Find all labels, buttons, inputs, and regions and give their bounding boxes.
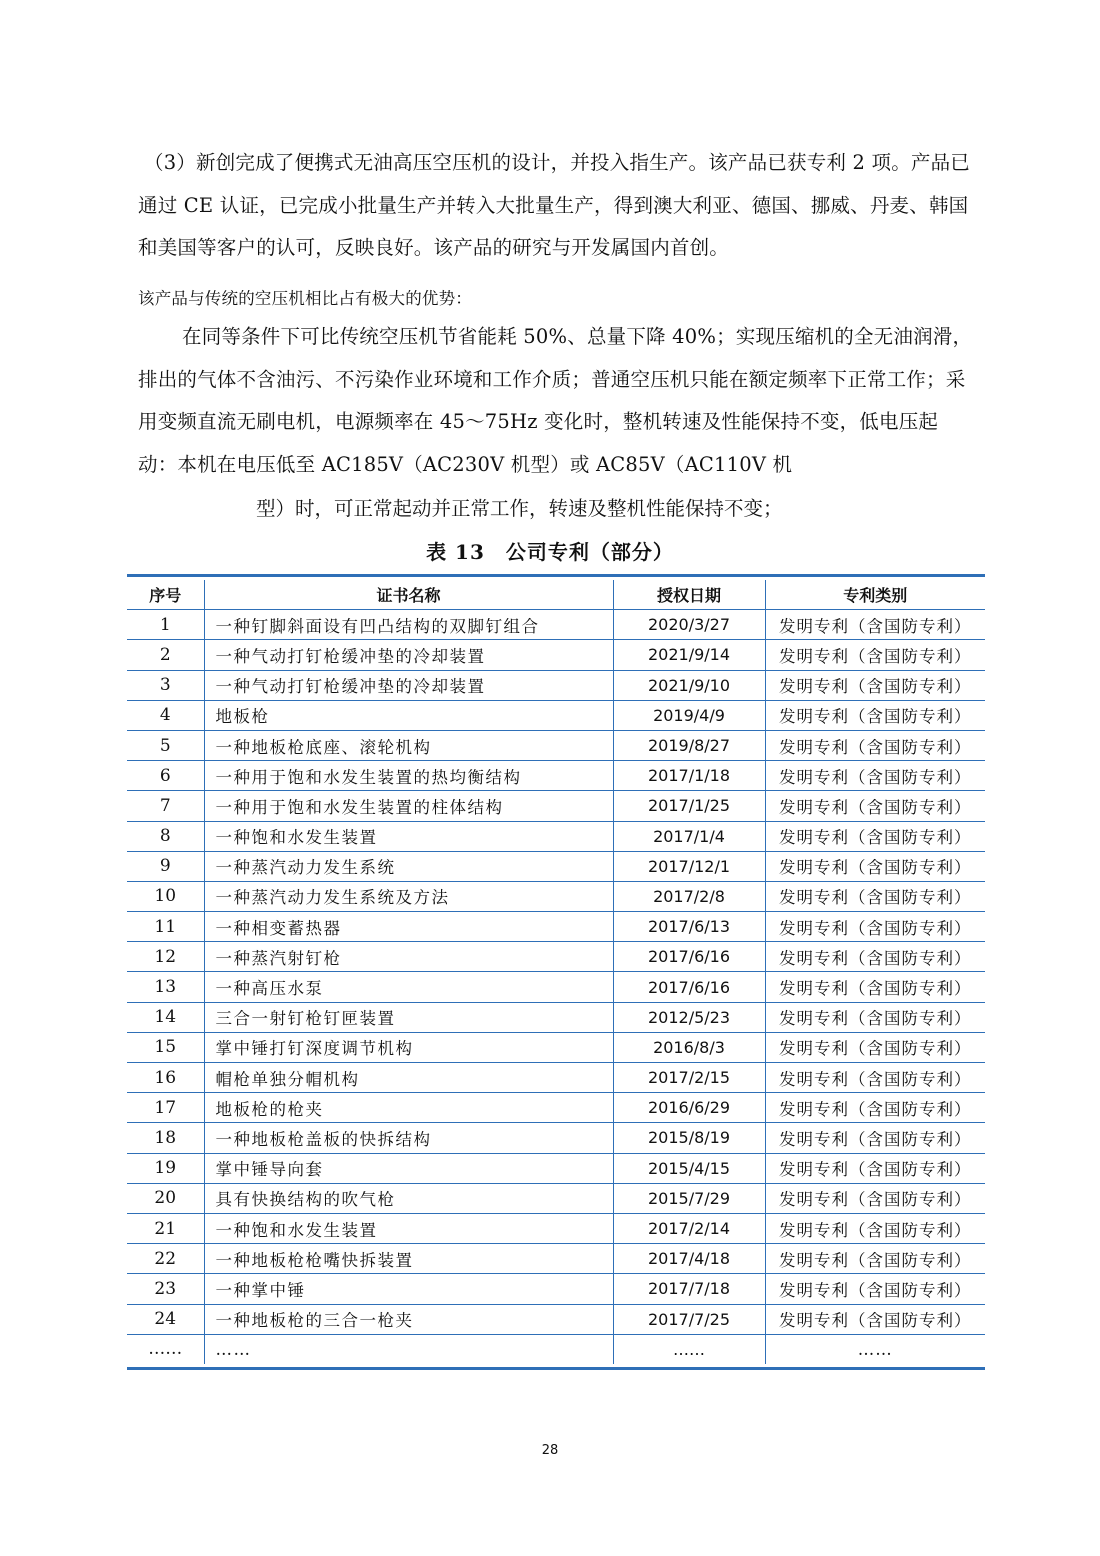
table-row <box>127 1123 985 1153</box>
cell-grant-date: 2015/4/15 <box>613 1153 765 1183</box>
cell-patent-type: 发明专利（含国防专利） <box>765 1183 985 1213</box>
cell-serial-number: 4 <box>127 700 204 730</box>
table-row <box>127 761 985 791</box>
table-row <box>127 1334 985 1364</box>
cell-patent-type: 发明专利（含国防专利） <box>765 1213 985 1243</box>
cell-patent-type: 发明专利（含国防专利） <box>765 791 985 821</box>
cell-patent-type: 发明专利（含国防专利） <box>765 730 985 760</box>
cell-grant-date: 2017/6/16 <box>613 942 765 972</box>
cell-serial-number: 23 <box>127 1274 204 1304</box>
cell-certificate-name: 一种蒸汽动力发生系统及方法 <box>204 881 613 911</box>
cell-certificate-name: 一种蒸汽动力发生系统 <box>204 851 613 881</box>
cell-certificate-name: 一种蒸汽射钉枪 <box>204 942 613 972</box>
cell-patent-type: 发明专利（含国防专利） <box>765 610 985 640</box>
cell-certificate-name: 一种掌中锤 <box>204 1274 613 1304</box>
cell-grant-date: 2021/9/10 <box>613 670 765 700</box>
cell-serial-number: 24 <box>127 1304 204 1334</box>
cell-patent-type: 发明专利（含国防专利） <box>765 821 985 851</box>
cell-serial-number: 8 <box>127 821 204 851</box>
table-row <box>127 730 985 760</box>
cell-grant-date: 2017/1/4 <box>613 821 765 851</box>
cell-serial-number: …… <box>127 1334 204 1364</box>
body-paragraph-product-3: （3）新创完成了便携式无油高压空压机的设计，并投入指生产。该产品已获专利 2 项。产品已通过 CE 认证，已完成小批量生产并转入大批量生产，得到澳大利亚、德国、挪威、丹麦、韩国和美国等客户的认可，反映良好。该产品的研究与开发属国内首创。 <box>138 151 971 259</box>
table-row <box>127 1274 985 1304</box>
table-row <box>127 700 985 730</box>
cell-grant-date: 2020/3/27 <box>613 610 765 640</box>
cell-serial-number: 19 <box>127 1153 204 1183</box>
cell-serial-number: 13 <box>127 972 204 1002</box>
cell-patent-type: 发明专利（含国防专利） <box>765 1123 985 1153</box>
table-header-row <box>127 580 985 610</box>
patent-table <box>127 580 985 1364</box>
cell-grant-date: 2015/8/19 <box>613 1123 765 1153</box>
cell-grant-date: 2019/4/9 <box>613 700 765 730</box>
cell-serial-number: 7 <box>127 791 204 821</box>
cell-serial-number: 5 <box>127 730 204 760</box>
header-serial-number: 序号 <box>127 580 204 610</box>
table-row <box>127 1063 985 1093</box>
cell-grant-date: 2017/2/15 <box>613 1063 765 1093</box>
cell-grant-date: 2017/2/8 <box>613 881 765 911</box>
cell-serial-number: 14 <box>127 1002 204 1032</box>
cell-patent-type: 发明专利（含国防专利） <box>765 761 985 791</box>
cell-serial-number: 9 <box>127 851 204 881</box>
cell-serial-number: 20 <box>127 1183 204 1213</box>
cell-grant-date: 2017/4/18 <box>613 1244 765 1274</box>
table-row <box>127 1032 985 1062</box>
table-row <box>127 1183 985 1213</box>
cell-certificate-name: 掌中锤导向套 <box>204 1153 613 1183</box>
cell-certificate-name: 三合一射钉枪钉匣装置 <box>204 1002 613 1032</box>
cell-serial-number: 1 <box>127 610 204 640</box>
cell-serial-number: 15 <box>127 1032 204 1062</box>
table-row <box>127 610 985 640</box>
cell-certificate-name: 具有快换结构的吹气枪 <box>204 1183 613 1213</box>
cell-patent-type: 发明专利（含国防专利） <box>765 881 985 911</box>
cell-grant-date: 2017/7/18 <box>613 1274 765 1304</box>
cell-patent-type: 发明专利（含国防专利） <box>765 1244 985 1274</box>
cell-patent-type: 发明专利（含国防专利） <box>765 700 985 730</box>
cell-grant-date: 2015/7/29 <box>613 1183 765 1213</box>
cell-serial-number: 16 <box>127 1063 204 1093</box>
cell-patent-type: 发明专利（含国防专利） <box>765 640 985 670</box>
cell-patent-type: 发明专利（含国防专利） <box>765 1274 985 1304</box>
cell-certificate-name: 一种气动打钉枪缓冲垫的冷却装置 <box>204 640 613 670</box>
cell-serial-number: 6 <box>127 761 204 791</box>
cell-certificate-name: 一种地板枪底座、滚轮机构 <box>204 730 613 760</box>
cell-patent-type: …… <box>857 1339 893 1359</box>
cell-serial-number: 22 <box>127 1244 204 1274</box>
cell-grant-date: 2019/8/27 <box>613 730 765 760</box>
cell-grant-date: 2017/1/25 <box>613 791 765 821</box>
cell-patent-type: 发明专利（含国防专利） <box>765 1093 985 1123</box>
body-paragraph-advantages: 在同等条件下可比传统空压机节省能耗 50%、总量下降 40%；实现压缩机的全无油润滑，排出的气体不含油污、不污染作业环境和工作介质；普通空压机只能在额定频率下正常工作；采用变频直流无刷电机，电源频率在 45～75Hz 变化时，整机转速及性能保持不变，低电压起动：本机在电压低至 AC185V（AC230V 机型）或 AC85V（AC110V 机 <box>138 325 973 476</box>
cell-grant-date: 2016/8/3 <box>613 1032 765 1062</box>
cell-certificate-name: …… <box>204 1334 613 1364</box>
cell-serial-number: 11 <box>127 912 204 942</box>
cell-serial-number: 18 <box>127 1123 204 1153</box>
header-patent-type: 专利类别 <box>765 580 985 610</box>
cell-grant-date: 2017/7/25 <box>613 1304 765 1334</box>
cell-certificate-name: 一种用于饱和水发生装置的柱体结构 <box>204 791 613 821</box>
table-row <box>127 851 985 881</box>
cell-patent-type: 发明专利（含国防专利） <box>765 942 985 972</box>
cell-patent-type: 发明专利（含国防专利） <box>765 1304 985 1334</box>
body-paragraph-advantages-end: 型）时，可正常起动并正常工作，转速及整机性能保持不变； <box>256 497 783 520</box>
cell-serial-number: 2 <box>127 640 204 670</box>
cell-serial-number: 17 <box>127 1093 204 1123</box>
body-paragraph-advantages-intro: 该产品与传统的空压机相比占有极大的优势： <box>138 289 472 308</box>
table-row <box>127 1213 985 1243</box>
table-row <box>127 821 985 851</box>
cell-patent-type: 发明专利（含国防专利） <box>765 851 985 881</box>
cell-serial-number: 3 <box>127 670 204 700</box>
table-row <box>127 912 985 942</box>
table-row <box>127 1093 985 1123</box>
cell-patent-type: 发明专利（含国防专利） <box>765 670 985 700</box>
cell-grant-date: 2017/6/13 <box>613 912 765 942</box>
table-row <box>127 1304 985 1334</box>
header-grant-date: 授权日期 <box>613 580 765 610</box>
cell-patent-type: 发明专利（含国防专利） <box>765 912 985 942</box>
cell-certificate-name: 一种地板枪的三合一枪夹 <box>204 1304 613 1334</box>
cell-certificate-name: 一种相变蓄热器 <box>204 912 613 942</box>
cell-serial-number: 12 <box>127 942 204 972</box>
cell-grant-date: …… <box>613 1334 765 1364</box>
cell-serial-number: 21 <box>127 1213 204 1243</box>
table-row <box>127 972 985 1002</box>
table-body <box>127 610 985 1364</box>
table-row <box>127 942 985 972</box>
cell-certificate-name: 掌中锤打钉深度调节机构 <box>204 1032 613 1062</box>
patent-table-frame <box>127 574 985 1370</box>
cell-certificate-name: 帽枪单独分帽机构 <box>204 1063 613 1093</box>
cell-certificate-name: 一种饱和水发生装置 <box>204 821 613 851</box>
table-row <box>127 1153 985 1183</box>
cell-patent-type: 发明专利（含国防专利） <box>765 972 985 1002</box>
table-row <box>127 1244 985 1274</box>
cell-certificate-name: 地板枪的枪夹 <box>204 1093 613 1123</box>
cell-certificate-name: 一种饱和水发生装置 <box>204 1213 613 1243</box>
table-row <box>127 670 985 700</box>
cell-patent-type: 发明专利（含国防专利） <box>765 1153 985 1183</box>
cell-serial-number: 10 <box>127 881 204 911</box>
cell-grant-date: 2017/2/14 <box>613 1213 765 1243</box>
cell-grant-date: 2017/12/1 <box>613 851 765 881</box>
table-row <box>127 791 985 821</box>
table-row <box>127 640 985 670</box>
cell-grant-date: 2012/5/23 <box>613 1002 765 1032</box>
cell-patent-type: 发明专利（含国防专利） <box>765 1063 985 1093</box>
cell-certificate-name: 一种气动打钉枪缓冲垫的冷却装置 <box>204 670 613 700</box>
page-number: 28 <box>541 1443 559 1458</box>
cell-certificate-name: 一种地板枪盖板的快拆结构 <box>204 1123 613 1153</box>
header-certificate-name: 证书名称 <box>204 580 613 610</box>
cell-certificate-name: 地板枪 <box>204 700 613 730</box>
cell-certificate-name: 一种用于饱和水发生装置的热均衡结构 <box>204 761 613 791</box>
cell-certificate-name: 一种钉脚斜面设有凹凸结构的双脚钉组合 <box>204 610 613 640</box>
cell-patent-type: 发明专利（含国防专利） <box>765 1002 985 1032</box>
cell-grant-date: 2021/9/14 <box>613 640 765 670</box>
cell-patent-type: 发明专利（含国防专利） <box>765 1032 985 1062</box>
cell-certificate-name: 一种地板枪枪嘴快拆装置 <box>204 1244 613 1274</box>
cell-grant-date: 2017/6/16 <box>613 972 765 1002</box>
cell-grant-date: 2016/6/29 <box>613 1093 765 1123</box>
table-row <box>127 1002 985 1032</box>
table-row <box>127 881 985 911</box>
table-title: 表 13 公司专利（部分） <box>426 540 674 564</box>
cell-grant-date: 2017/1/18 <box>613 761 765 791</box>
cell-certificate-name: 一种高压水泵 <box>204 972 613 1002</box>
